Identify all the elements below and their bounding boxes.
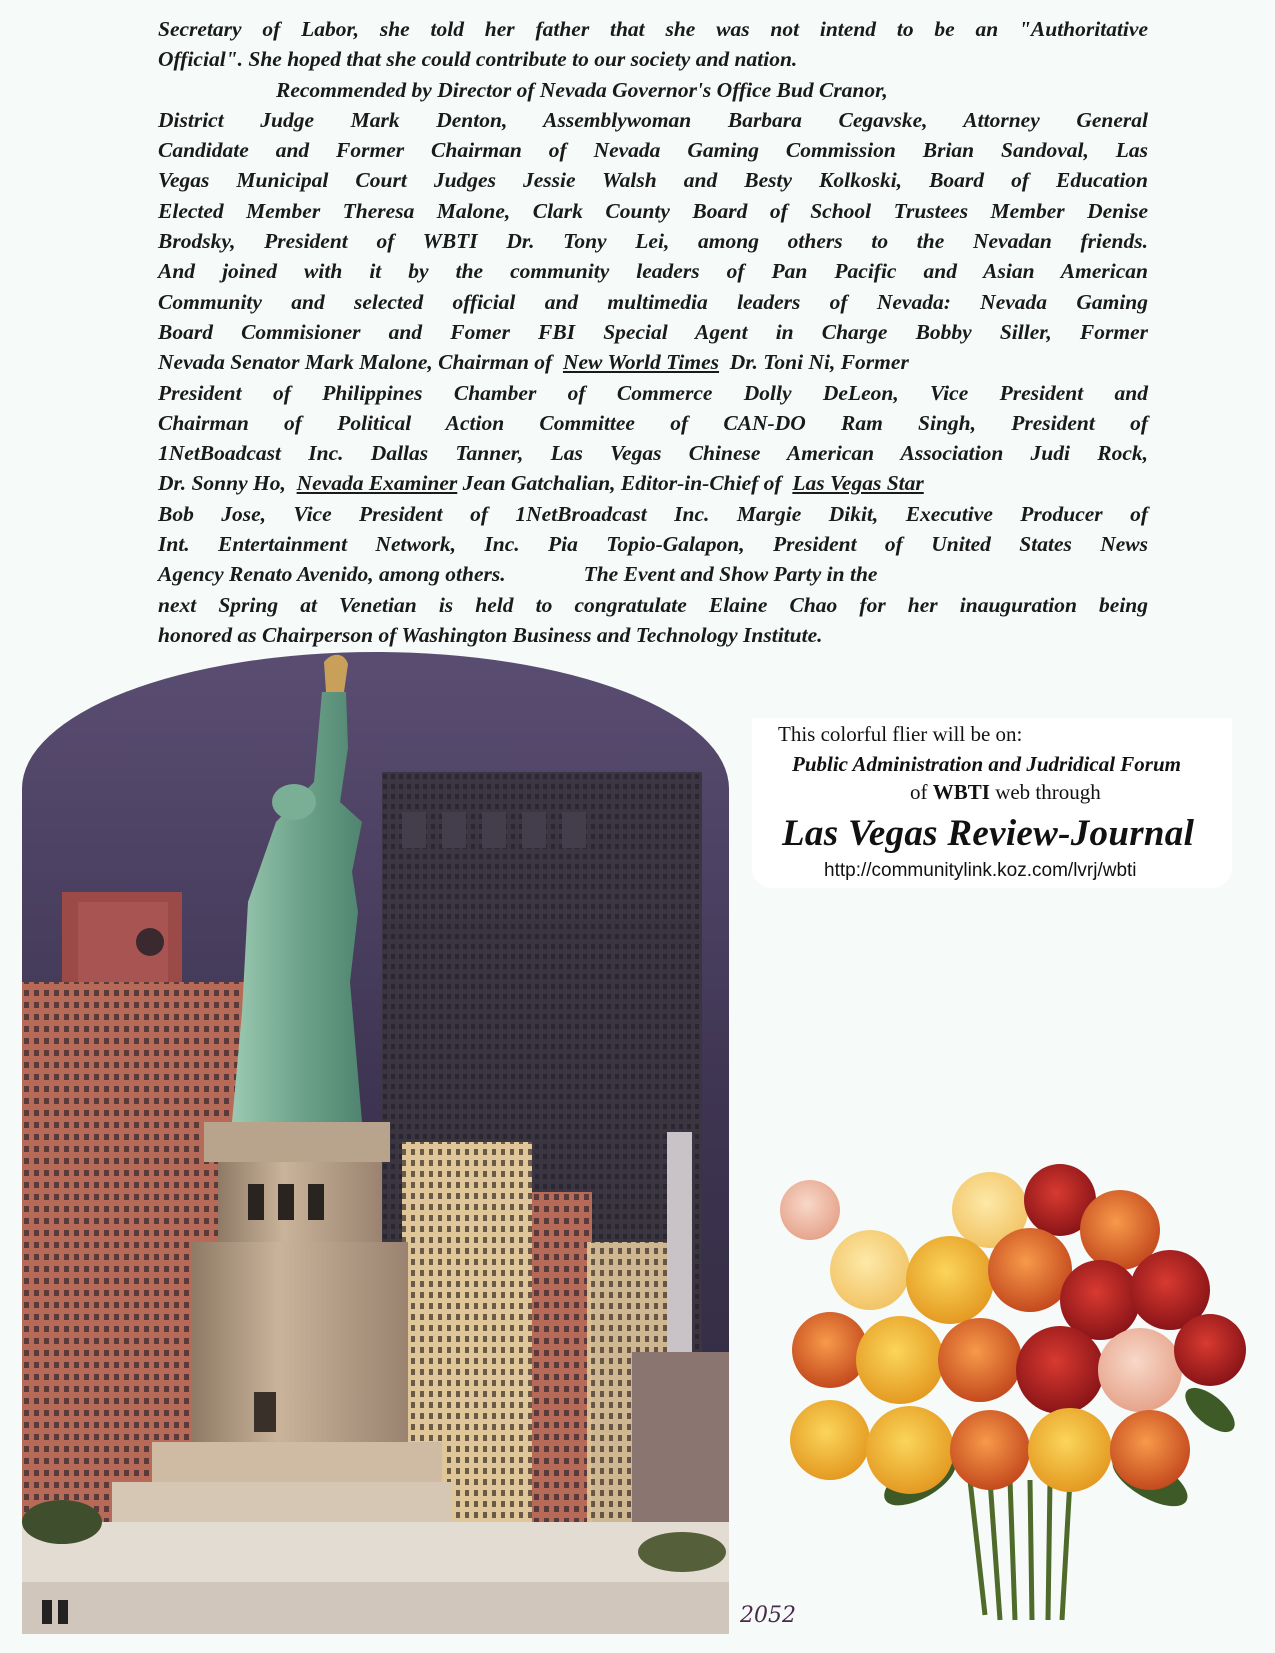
article-line: 1NetBoadcast Inc. Dallas Tanner, Las Vegas Chinese American Association Judi Rock, bbox=[158, 441, 1148, 466]
publication-new-world-times: New World Times bbox=[562, 350, 720, 375]
article-line: Candidate and Former Chairman of Nevada Gaming Commission Brian Sandoval, Las bbox=[158, 138, 1148, 163]
article-line: The Event and Show Party in the bbox=[583, 562, 878, 587]
article-line: And joined with it by the community leaders of Pan Pacific and Asian American bbox=[158, 259, 1148, 284]
article-line: District Judge Mark Denton, Assemblywoman Barbara Cegavske, Attorney General bbox=[158, 107, 1148, 132]
flier-url[interactable]: http://communitylink.koz.com/lvrj/wbti bbox=[824, 860, 1137, 881]
article-line: Community and selected official and multimedia leaders of Nevada: Nevada Gaming bbox=[158, 289, 1148, 314]
article-line: Brodsky, President of WBTI Dr. Tony Lei, among others to the Nevadan friends. bbox=[158, 229, 1148, 254]
rose-bouquet-photo bbox=[770, 1150, 1275, 1630]
skyline-illustration bbox=[22, 652, 729, 1634]
article-line: Secretary of Labor, she told her father that she was not intend to be an "Authoritative bbox=[158, 17, 1148, 41]
article-line: Official". She hoped that she could contribute to our society and nation. bbox=[158, 47, 798, 72]
article-line: Agency Renato Avenido, among others. bbox=[158, 562, 506, 587]
article-line: Dr. Sonny Ho, bbox=[158, 471, 286, 496]
newspaper-name: Las Vegas Review-Journal bbox=[782, 813, 1195, 854]
article-line: next Spring at Venetian is held to congratulate Elaine Chao for her inauguration being bbox=[158, 592, 1148, 617]
publication-nevada-examiner: Nevada Examiner bbox=[296, 471, 458, 496]
article-line: Dr. Toni Ni, Former bbox=[729, 350, 909, 375]
article-line: Int. Entertainment Network, Inc. Pia Topio-Galapon, President of United States News bbox=[158, 532, 1148, 557]
article-line: President of Philippines Chamber of Commerce Dolly DeLeon, Vice President and bbox=[158, 380, 1148, 405]
article-line: Jean Gatchalian, Editor-in-Chief of bbox=[462, 471, 782, 496]
rose-bouquet-illustration bbox=[770, 1150, 1275, 1630]
article-line: Vegas Municipal Court Judges Jessie Walsh and Besty Kolkoski, Board of Education bbox=[158, 168, 1148, 193]
flier-notice bbox=[752, 718, 1232, 888]
flier-forum-name: Public Administration and Judridical Forum bbox=[792, 752, 1181, 776]
article-line: Elected Member Theresa Malone, Clark County Board of School Trustees Member Denise bbox=[158, 198, 1148, 223]
article-line: honored as Chairperson of Washington Business and Technology Institute. bbox=[158, 622, 823, 647]
flier-intro: This colorful flier will be on: bbox=[778, 722, 1023, 746]
flier-org: WBTI bbox=[932, 780, 990, 804]
flier-web-through: web through bbox=[995, 780, 1101, 804]
publication-las-vegas-star: Las Vegas Star bbox=[792, 471, 924, 496]
article-body bbox=[158, 14, 1148, 650]
statue-of-liberty-photo bbox=[22, 652, 729, 1634]
article-line: Board Commisioner and Fomer FBI Special Agent in Charge Bobby Siller, Former bbox=[158, 319, 1148, 344]
page-number: 2052 bbox=[740, 1603, 796, 1628]
article-line: Chairman of Political Action Committee of CAN-DO Ram Singh, President of bbox=[158, 410, 1148, 435]
article-line: Nevada Senator Mark Malone, Chairman of bbox=[158, 350, 553, 375]
flier-of: of bbox=[910, 780, 928, 804]
article-line: Recommended by Director of Nevada Governor's Office Bud Cranor, bbox=[276, 77, 888, 102]
article-line: Bob Jose, Vice President of 1NetBroadcast Inc. Margie Dikit, Executive Producer of bbox=[158, 501, 1148, 526]
